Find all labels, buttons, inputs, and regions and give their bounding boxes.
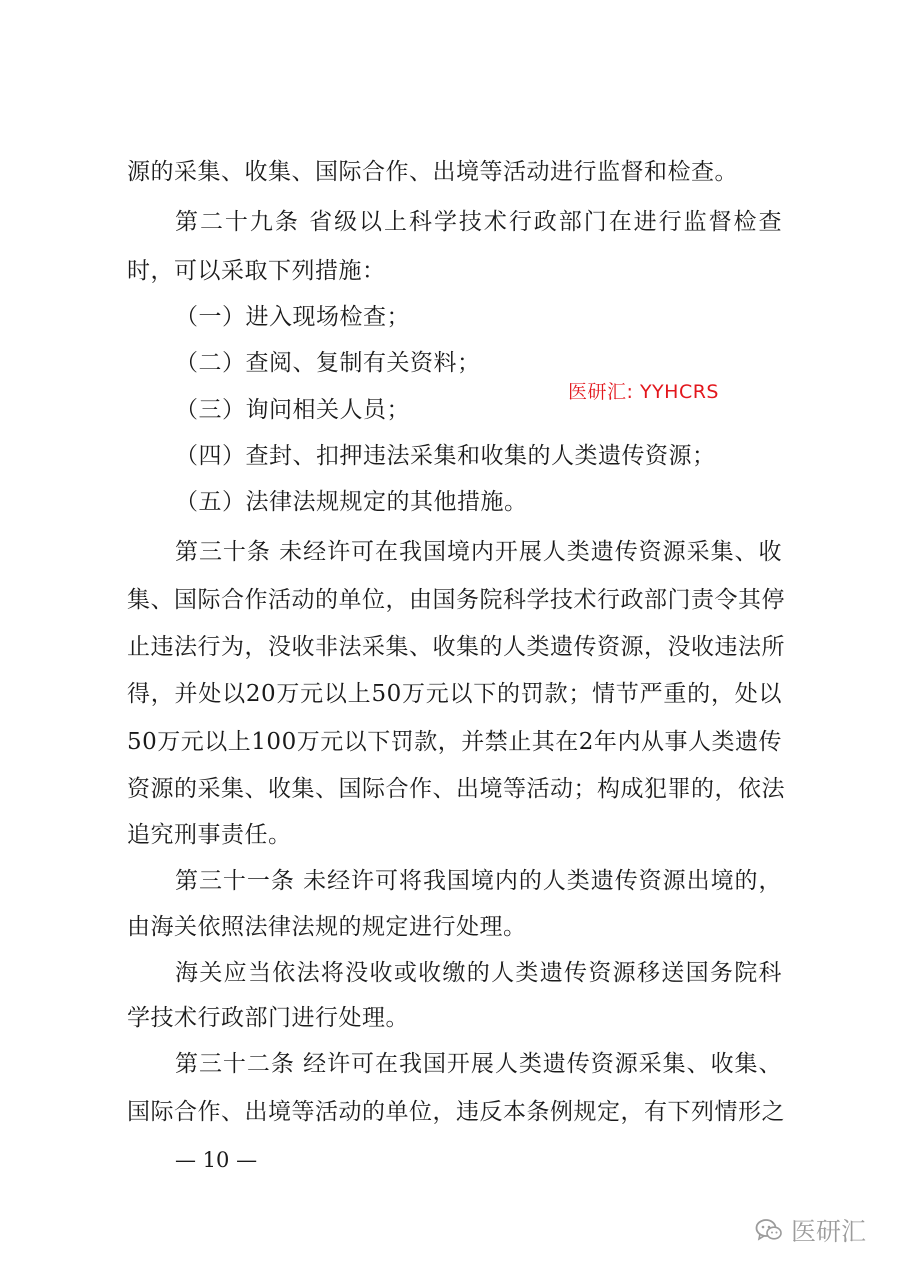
text-line: 海关应当依法将没收或收缴的人类遗传资源移送国务院科	[175, 960, 782, 986]
article-31-heading-line: 第三十一条 未经许可将我国境内的人类遗传资源出境的，	[175, 868, 782, 894]
text-line: 学技术行政部门进行处理。	[127, 1005, 409, 1031]
list-item: （四）查封、扣押违法采集和收集的人类遗传资源；	[175, 443, 716, 469]
wechat-icon	[755, 1218, 783, 1242]
brand-name: 医研汇	[791, 1217, 867, 1246]
list-item: （二）查阅、复制有关资料；	[175, 350, 481, 376]
text-line: 追究刑事责任。	[127, 822, 292, 848]
list-item: （一）进入现场检查；	[175, 304, 410, 330]
article-32-heading-line: 第三十二条 经许可在我国开展人类遗传资源采集、收集、	[175, 1051, 782, 1077]
text-line: 由海关依照法律法规的规定进行处理。	[127, 914, 527, 940]
page-number: — 10 —	[175, 1148, 258, 1172]
text-line: 得，并处以20万元以上50万元以下的罚款；情节严重的，处以	[127, 681, 782, 707]
text-line: 国际合作、出境等活动的单位，违反本条例规定，有下列情形之	[127, 1099, 785, 1125]
watermark-text: 医研汇: YYHCRS	[568, 381, 719, 403]
text-line: 源的采集、收集、国际合作、出境等活动进行监督和检查。	[127, 159, 738, 185]
text-line: 集、国际合作活动的单位，由国务院科学技术行政部门责令其停	[127, 587, 785, 613]
text-line: 时，可以采取下列措施：	[127, 258, 386, 284]
text-line: 资源的采集、收集、国际合作、出境等活动；构成犯罪的，依法	[127, 776, 785, 802]
list-item: （三）询问相关人员；	[175, 397, 410, 423]
text-line: 50万元以上100万元以下罚款，并禁止其在2年内从事人类遗传	[127, 729, 782, 755]
text-line: 止违法行为，没收非法采集、收集的人类遗传资源，没收违法所	[127, 634, 785, 660]
brand-watermark	[755, 1212, 866, 1248]
list-item: （五）法律法规规定的其他措施。	[175, 489, 528, 515]
article-29-heading-line: 第二十九条 省级以上科学技术行政部门在进行监督检查	[175, 209, 782, 235]
article-30-heading-line: 第三十条 未经许可在我国境内开展人类遗传资源采集、收	[175, 539, 782, 565]
